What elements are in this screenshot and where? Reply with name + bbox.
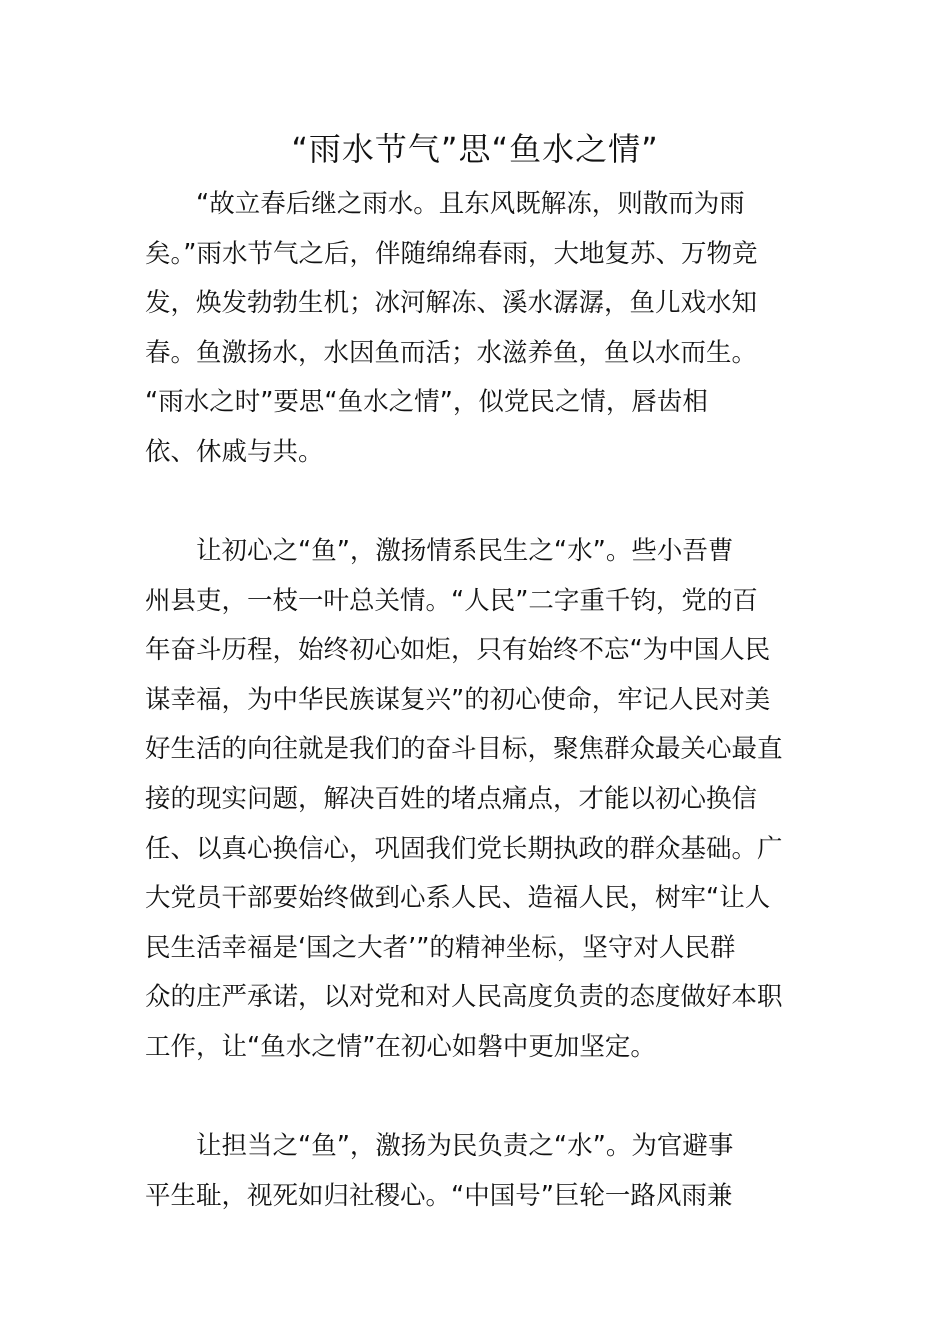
- paragraph-line: 任、以真心换信心，巩固我们党长期执政的群众基础。广: [145, 833, 783, 864]
- paragraph-line: 工作，让“鱼水之情”在初心如磐中更加坚定。: [145, 1031, 656, 1062]
- paragraph-line: 接的现实问题，解决百姓的堵点痛点，才能以初心换信: [145, 783, 758, 814]
- paragraph-1: [145, 180, 810, 478]
- paragraph-line: 好生活的向往就是我们的奋斗目标，聚焦群众最关心最直: [145, 734, 783, 765]
- paragraph-line: 年奋斗历程，始终初心如炬，只有始终不忘“为中国人民: [145, 635, 771, 666]
- paragraph-line: 依、休戚与共。: [145, 436, 324, 467]
- paragraph-line: 让担当之“鱼”，激扬为民负责之“水”。为官避事: [196, 1131, 734, 1161]
- paragraph-line: “故立春后继之雨水。且东风既解冻，则散而为雨: [196, 189, 745, 219]
- paragraph-line: “雨水之时”要思“鱼水之情”，似党民之情，唇齿相: [145, 387, 708, 418]
- paragraph-line: 谋幸福，为中华民族谋复兴”的初心使命，牢记人民对美: [145, 684, 771, 715]
- paragraph-2: [145, 527, 810, 1073]
- paragraph-line: 发，焕发勃勃生机；冰河解冻、溪水潺潺，鱼儿戏水知: [145, 288, 758, 319]
- paragraph-line: 让初心之“鱼”，激扬情系民生之“水”。些小吾曹: [196, 536, 734, 566]
- paragraph-line: 众的庄严承诺，以对党和对人民高度负责的态度做好本职: [145, 982, 783, 1013]
- paragraph-line: 民生活幸福是‘国之大者’”的精神坐标，坚守对人民群: [145, 932, 736, 963]
- paragraph-line: 州县吏，一枝一叶总关情。“人民”二字重千钧，党的百: [145, 585, 758, 616]
- document-title: “雨水节气”思“鱼水之情”: [291, 130, 659, 168]
- paragraph-line: 平生耻，视死如归社稷心。“中国号”巨轮一路风雨兼: [145, 1180, 733, 1211]
- paragraph-line: 大党员干部要始终做到心系人民、造福人民，树牢“让人: [145, 883, 771, 914]
- paragraph-3: [145, 1122, 810, 1221]
- paragraph-line: 春。鱼激扬水，水因鱼而活；水滋养鱼，鱼以水而生。: [145, 337, 758, 368]
- paragraph-line: 矣。”雨水节气之后，伴随绵绵春雨，大地复苏、万物竞: [145, 238, 758, 269]
